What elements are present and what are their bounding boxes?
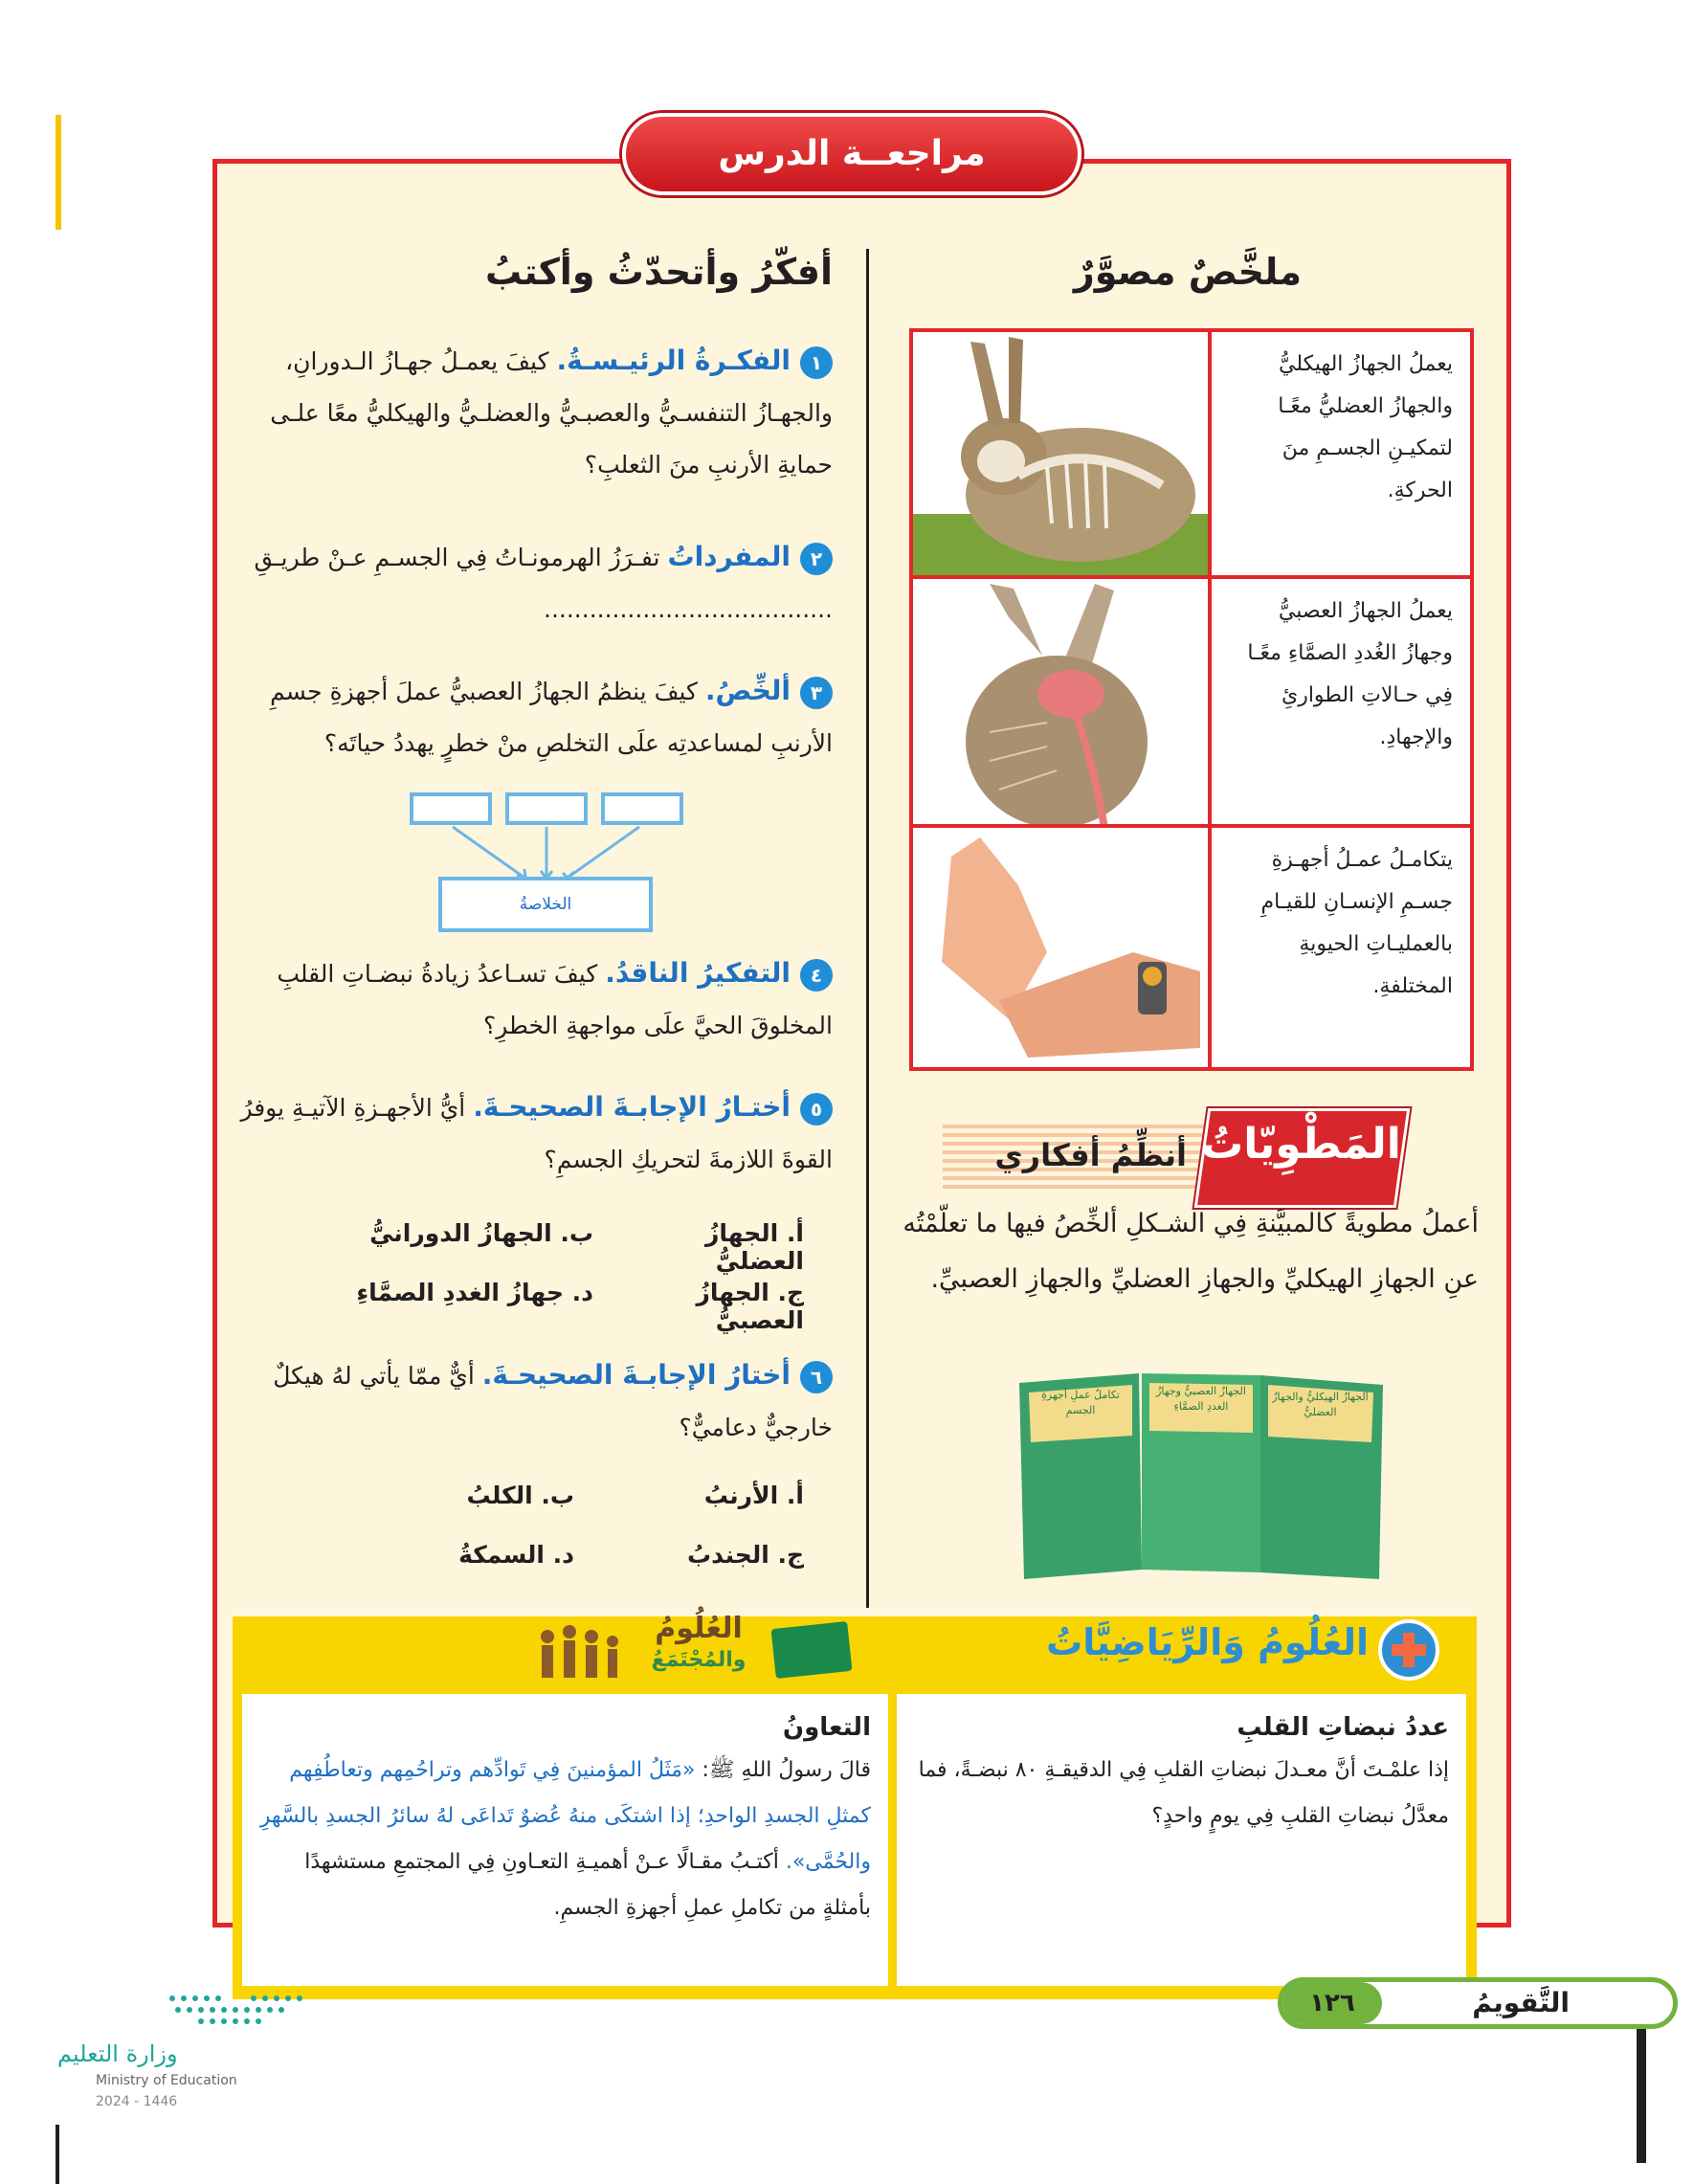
diagram-box-3[interactable] xyxy=(601,792,683,825)
math-panel xyxy=(897,1694,1466,1986)
math-title: عددُ نبضاتِ القلبِ xyxy=(1237,1713,1449,1742)
summary-text: يعملُ الجهازُ العصبيُّ وجهازُ الغُددِ الصمَّاءِ معًـا فِي حـالاتِ الطوارئِ والإجهادِ. xyxy=(1247,599,1453,749)
question-label: أختـارُ الإجابـةَ الصحيحـةَ. xyxy=(473,1091,791,1123)
people-icon xyxy=(536,1622,622,1680)
math-banner-icon xyxy=(1378,1619,1439,1681)
ministry-year: 2024 - 1446 xyxy=(96,2094,178,2109)
ministry-arabic: وزارة التعليم xyxy=(57,2040,178,2067)
hand-pulse-image xyxy=(913,828,1212,1067)
summary-row xyxy=(913,579,1470,828)
foldables-title: المَطْوِيّاتُ xyxy=(1201,1120,1401,1169)
summary-row xyxy=(913,828,1470,1067)
rabbit-nervous-image xyxy=(913,579,1212,824)
question-text: كيفَ ينظمُ الجهازُ العصبيُّ عملَ أجهزةِ جسمِ الأرنبِ لمساعدتِه علَى التخلصِ منْ خطرٍ يهددُ حياتَه؟ xyxy=(270,678,833,757)
foldable-flap-3: تكاملُ عملِ أجهزةِ الجسمِ xyxy=(1041,1389,1120,1416)
question-4 xyxy=(220,947,833,1052)
foldables-text: أعملُ مطويةً كالمبيَّنةِ فِي الشـكلِ ألخِّصُ فيها ما تعلّمْتُه عنِ الجهازِ الهيكليِّ والجهازِ العضليِّ والجهازِ العصبيِّ. xyxy=(903,1209,1479,1294)
summary-text: يعملُ الجهازُ الهيكليُّ والجهازُ العضليُّ معًـا لتمكيـنِ الجسـمِ منَ الحركةِ. xyxy=(1278,352,1453,502)
question-label: الفكـرةُ الرئيـسـةُ. xyxy=(556,345,791,376)
question-3 xyxy=(220,665,833,769)
column-divider xyxy=(866,249,869,1608)
question-label: التفكيرُ الناقدُ. xyxy=(605,957,791,989)
diagram-arrows xyxy=(410,825,687,882)
summary-box-label: الخلاصةُ xyxy=(519,895,572,914)
math-text: إذا علمْـتَ أنَّ معـدلَ نبضاتِ القلبِ فِي الدقيقـةِ ٨٠ نبضـةً، فما معدَّلُ نبضاتِ القلبِ فِي يومٍ واحدٍ؟ xyxy=(918,1758,1449,1828)
q5-option-a[interactable]: أ. الجهازُ العضليُّ xyxy=(704,1219,804,1275)
question-5 xyxy=(220,1081,833,1186)
society-task: أكتـبُ مقـالًا عـنْ أهميـةِ التعـاونِ فِي المجتمعِ مستشهدًا بأمثلةٍ من تكاملِ عملِ أجهزةِ الجسمِ. xyxy=(304,1850,871,1920)
question-text: كيفَ يعمـلُ جهـازُ الـدورانِ، والجهـازُ التنفسـيُّ والعصبـيُّ والعضلـيُّ والهيكليُّ معًا علـى حمايةِ الأرنبِ منَ الثعلبِ؟ xyxy=(270,347,833,479)
question-number: ٢ xyxy=(800,543,833,575)
question-6 xyxy=(220,1349,833,1454)
question-number: ٦ xyxy=(800,1361,833,1393)
q6-option-c[interactable]: ج. الجندبُ xyxy=(687,1541,804,1569)
review-banner-title: مراجعــة الدرس xyxy=(718,134,986,173)
q6-option-a[interactable]: أ. الأرنبُ xyxy=(703,1482,804,1509)
footer-left-bar xyxy=(56,2125,59,2184)
foldables-subtitle: أنظِّمُ أفكاري xyxy=(994,1137,1187,1173)
question-2 xyxy=(220,531,833,635)
question-number: ٤ xyxy=(800,959,833,992)
q5-option-d[interactable]: د. جهازُ الغددِ الصمَّاءِ xyxy=(356,1279,593,1306)
summary-row xyxy=(913,332,1470,579)
q6-option-d[interactable]: د. السمكةُ xyxy=(458,1541,574,1569)
right-column-heading: ملخَّصٌ مصوَّرٌ xyxy=(1073,251,1302,293)
diagram-box-1[interactable] xyxy=(410,792,492,825)
question-text: تفـرَزُ الهرمونـاتُ فِي الجسـمِ عـنْ طريـقِ xyxy=(254,544,660,571)
left-column-heading: أفكّرُ وأتحدّثُ وأكتبُ xyxy=(484,251,833,293)
question-text: كيفَ تسـاعدُ زيادةُ نبضـاتِ القلبِ المخلوقَ الحيَّ علَى مواجهةِ الخطرِ؟ xyxy=(277,960,833,1039)
society-banner-bottom: والمُجْتَمَعُ xyxy=(651,1648,747,1672)
margin-mark xyxy=(56,115,61,230)
society-banner-top: العُلُومُ xyxy=(655,1612,743,1645)
diagram-box-2[interactable] xyxy=(505,792,588,825)
question-1 xyxy=(220,335,833,491)
question-label: أختارُ الإجابـةَ الصحيحـةَ. xyxy=(481,1359,791,1391)
society-title: التعاونُ xyxy=(782,1713,871,1742)
picture-summary-table xyxy=(909,328,1474,1071)
question-text: أيٌّ ممّا يأتي لهُ هيكلٌ خارجيٌّ دعاميٌّ؟ xyxy=(273,1362,833,1441)
page-number: ١٢٦ xyxy=(1309,1989,1355,2017)
society-text xyxy=(242,1748,888,1931)
hadith-text: «مَثَلُ المؤمنينَ فِي تَوادِّهم وتراحُمِهم وتعاطُفِهم كمثلِ الجسدِ الواحدِ؛ إذا اشتكَى منهُ عُضوٌ تَداعَى لهُ سائرُ الجسدِ بالسَّهرِ والحُمَّى». xyxy=(259,1758,871,1874)
question-text: أيُّ الأجهـزةِ الآتيـةِ يوفرُ القوةَ اللازمةَ لتحريكِ الجسمِ؟ xyxy=(240,1094,833,1173)
hadith-intro: قالَ رسولُ اللهِ ﷺ: xyxy=(702,1758,871,1782)
question-label: ألخِّصُ. xyxy=(704,675,791,706)
question-number: ١ xyxy=(800,346,833,379)
q6-option-b[interactable]: ب. الكلبُ xyxy=(466,1482,574,1509)
rabbit-skeleton-image xyxy=(913,332,1212,575)
saudi-flag-icon xyxy=(771,1621,853,1679)
answer-blank[interactable]: ...................................... xyxy=(544,595,833,623)
summary-text: يتكامـلُ عمـلُ أجهـزةِ جسـمِ الإنسـانِ للقيـامِ بالعمليـاتِ الحيويةِ المختلفةِ. xyxy=(1260,848,1453,998)
ministry-logo-icon xyxy=(163,1989,316,2037)
math-banner-title: العُلُومُ وَالرِّيَاضِيَّاتُ xyxy=(1046,1621,1369,1663)
ministry-english: Ministry of Education xyxy=(96,2073,237,2088)
q5-option-b[interactable]: ب. الجهازُ الدورانيُّ xyxy=(369,1219,593,1247)
footer-right-bar xyxy=(1637,2029,1646,2163)
summary-box[interactable] xyxy=(438,877,653,932)
foldable-flap-2: الجهازُ العصبيُّ وجهازُ الغددِ الصمَّاءِ xyxy=(1156,1385,1246,1413)
society-panel xyxy=(242,1694,888,1986)
footer-label: التَّقويمُ xyxy=(1472,1987,1570,2018)
foldable-flap-1: الجهازُ الهيكليُّ والجهازُ العضليُّ xyxy=(1272,1391,1369,1418)
question-number: ٣ xyxy=(800,677,833,709)
question-label: المفرداتُ xyxy=(667,541,791,572)
q5-option-c[interactable]: ج. الجهازُ العصبيُّ xyxy=(696,1279,804,1334)
question-number: ٥ xyxy=(800,1093,833,1125)
